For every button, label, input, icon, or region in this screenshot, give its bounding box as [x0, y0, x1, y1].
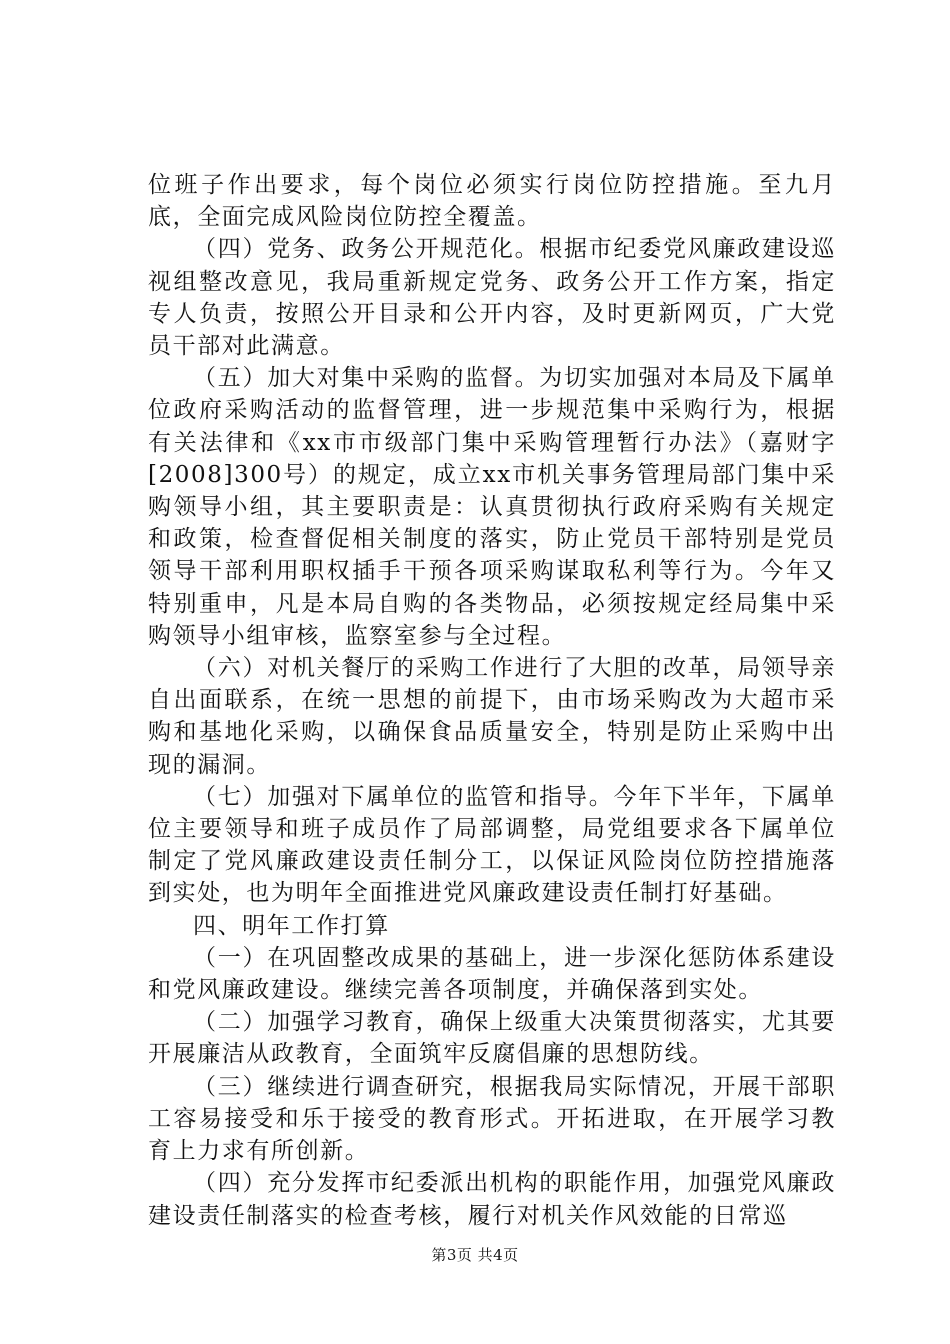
paragraph-plan-4: （四）充分发挥市纪委派出机构的职能作用，加强党风廉政建设责任制落实的检查考核，履行对机关作风效能的日常巡 — [148, 1170, 836, 1229]
paragraph-continuation: 位班子作出要求，每个岗位必须实行岗位防控措施。至九月底，全面完成风险岗位防控全覆盖。 — [148, 172, 836, 231]
paragraph-plan-3: （三）继续进行调查研究，根据我局实际情况，开展干部职工容易接受和乐于接受的教育形式。开拓进取，在开展学习教育上力求有所创新。 — [148, 1073, 836, 1165]
paragraph-item-6-canteen: （六）对机关餐厅的采购工作进行了大胆的改革，局领导亲自出面联系，在统一思想的前提下，由市场采购改为大超市采购和基地化采购，以确保食品质量安全，特别是防止采购中出现的漏洞。 — [148, 655, 836, 778]
paragraph-item-5-procurement: （五）加大对集中采购的监督。为切实加强对本局及下属单位政府采购活动的监督管理，进一步规范集中采购行为，根据有关法律和《xx市市级部门集中采购管理暂行办法》（嘉财字[2008]300号）的规定，成立xx市机关事务管理局部门集中采购领导小组，其主要职责是：认真贯彻执行政府采购有关规定和政策，检查督促相关制度的落实，防止党员干部特别是党员领导干部利用职权插手干预各项采购谋取私利等行为。今年又特别重申，凡是本局自购的各类物品，必须按规定经局集中采购领导小组审核，监察室参与全过程。 — [148, 365, 836, 649]
document-body — [148, 169, 836, 1232]
section-heading-next-year-plan: 四、明年工作打算 — [193, 912, 390, 939]
paragraph-plan-2: （二）加强学习教育，确保上级重大决策贯彻落实，尤其要开展廉洁从政教育，全面筑牢反腐倡廉的思想防线。 — [148, 1009, 836, 1068]
page-number-footer: 第3页 共4页 — [431, 1246, 519, 1264]
paragraph-plan-1: （一）在巩固整改成果的基础上，进一步深化惩防体系建设和党风廉政建设。继续完善各项制度，并确保落到实处。 — [148, 944, 836, 1004]
paragraph-item-7-supervision: （七）加强对下属单位的监管和指导。今年下半年，下属单位主要领导和班子成员作了局部调整，局党组要求各下属单位制定了党风廉政建设责任制分工，以保证风险岗位防控措施落到实处，也为明年全面推进党风廉政建设责任制打好基础。 — [148, 783, 836, 907]
paragraph-item-4-openness: （四）党务、政务公开规范化。根据市纪委党风廉政建设巡视组整改意见，我局重新规定党务、政务公开工作方案，指定专人负责，按照公开目录和公开内容，及时更新网页，广大党员干部对此满意。 — [148, 236, 836, 360]
